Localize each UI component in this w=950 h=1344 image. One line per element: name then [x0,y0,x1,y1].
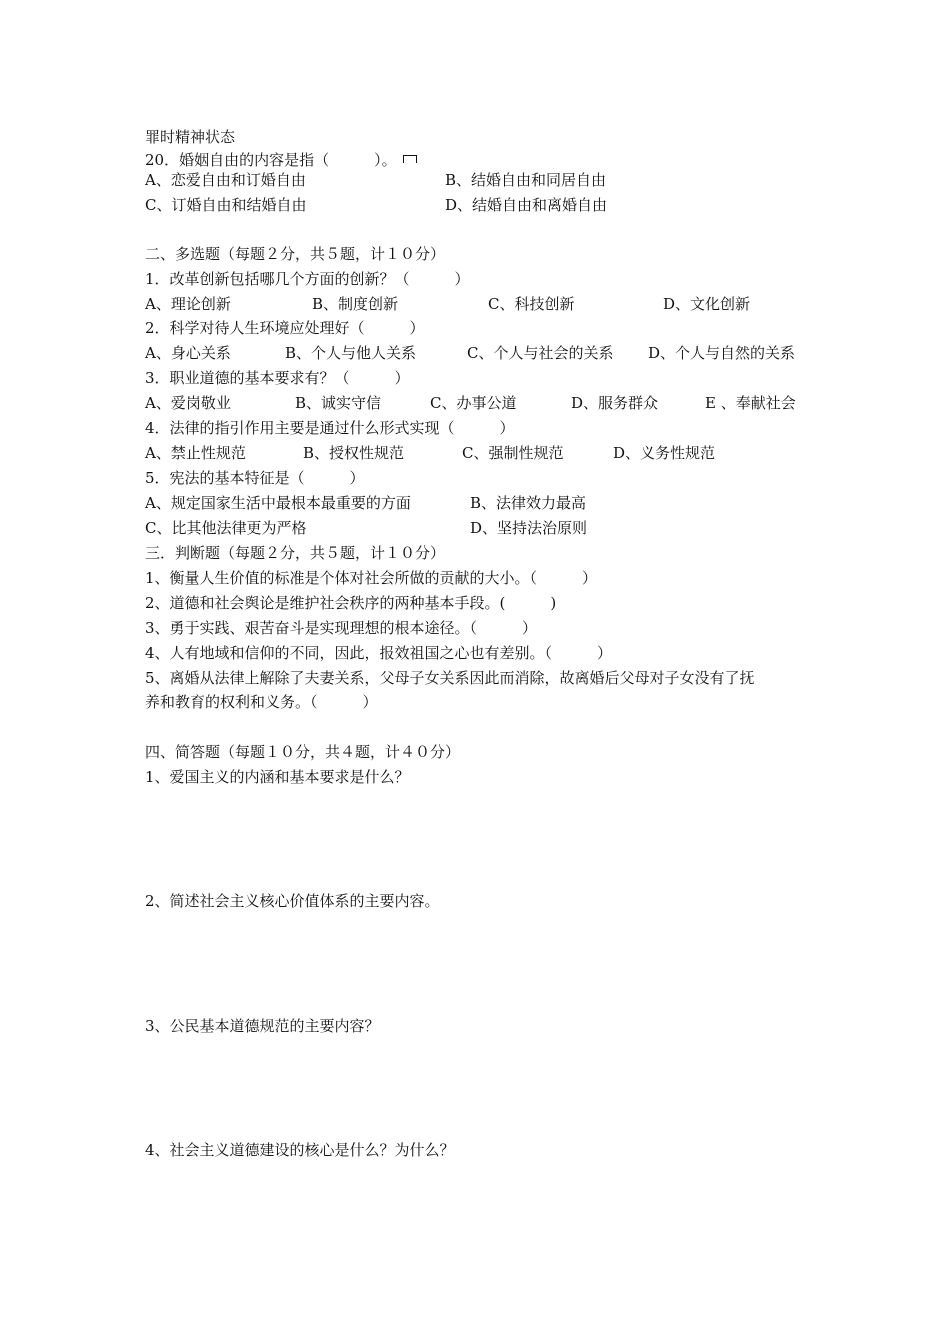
mq1-option-b: B、制度创新 [312,295,399,313]
mq3-option-e: E 、奉献社会 [705,394,796,412]
mq2-option-c: C、个人与社会的关系 [467,344,614,362]
multi-question-4: 4．法律的指引作用主要是通过什么形式实现（ ） [145,419,515,437]
q20-option-c: C、订婚自由和结婚自由 [145,196,307,214]
bracket-mark-icon [403,155,417,163]
mq5-option-d: D、坚持法治原则 [470,519,588,537]
judge-heading: 三．判断题（每题２分，共５题，计１０分） [145,544,446,562]
mq5-option-b: B、法律效力最高 [470,494,587,512]
mq5-option-a: A、规定国家生活中最根本最重要的方面 [145,494,411,512]
mq4-option-b: B、授权性规范 [303,444,405,462]
short-question-1: 1、爱国主义的内涵和基本要求是什么？ [145,768,410,786]
judge-item-2: 2、道德和社会舆论是维护社会秩序的两种基本手段。( ) [145,594,557,612]
mq1-option-d: D、文化创新 [663,295,751,313]
mq4-option-d: D、义务性规范 [613,444,716,462]
q20-option-a: A、恋爱自由和订婚自由 [145,171,306,189]
judge-item-4: 4、人有地域和信仰的不同，因此，报效祖国之心也有差别。（ ） [145,644,613,662]
mq3-option-a: A、爱岗敬业 [145,394,231,412]
judge-item-5-cont: 养和教育的权利和义务。（ ） [145,693,378,711]
judge-item-1: 1、衡量人生价值的标准是个体对社会所做的贡献的大小。（ ） [145,569,598,587]
multi-heading: 二、多选题（每题２分，共５题，计１０分） [145,245,446,263]
mq2-option-b: B、个人与他人关系 [285,344,417,362]
short-question-4: 4、社会主义道德建设的核心是什么？为什么？ [145,1141,455,1159]
short-heading: 四、简答题（每题１０分，共４题，计４０分） [145,743,461,761]
multi-question-3: 3．职业道德的基本要求有？（ ） [145,369,410,387]
question-20-text: 20．婚姻自由的内容是指（ ）。 [145,151,397,169]
top-fragment: 罪时精神状态 [145,128,236,146]
mq1-option-c: C、科技创新 [488,295,575,313]
judge-item-5: 5、离婚从法律上解除了夫妻关系，父母子女关系因此而消除，故离婚后父母对子女没有了抚 [145,669,755,687]
mq4-option-c: C、强制性规范 [462,444,564,462]
multi-question-5: 5．宪法的基本特征是（ ） [145,469,365,487]
short-question-2: 2、简述社会主义核心价值体系的主要内容。 [145,892,440,910]
mq4-option-a: A、禁止性规范 [145,444,246,462]
mq3-option-b: B、诚实守信 [295,394,382,412]
multi-question-1: 1．改革创新包括哪几个方面的创新？（ ） [145,270,470,288]
q20-option-b: B、结婚自由和同居自由 [445,171,607,189]
multi-question-2: 2．科学对待人生环境应处理好（ ） [145,319,425,337]
judge-item-3: 3、勇于实践、艰苦奋斗是实现理想的根本途径。（ ） [145,619,538,637]
q20-option-d: D、结婚自由和离婚自由 [445,196,608,214]
mq3-option-c: C、办事公道 [430,394,517,412]
mq2-option-d: D、个人与自然的关系 [648,344,796,362]
mq3-option-d: D、服务群众 [571,394,659,412]
question-20 [145,150,417,170]
mq5-option-c: C、比其他法律更为严格 [145,519,307,537]
mq1-option-a: A、理论创新 [145,295,231,313]
short-question-3: 3、公民基本道德规范的主要内容？ [145,1017,380,1035]
mq2-option-a: A、身心关系 [145,344,231,362]
